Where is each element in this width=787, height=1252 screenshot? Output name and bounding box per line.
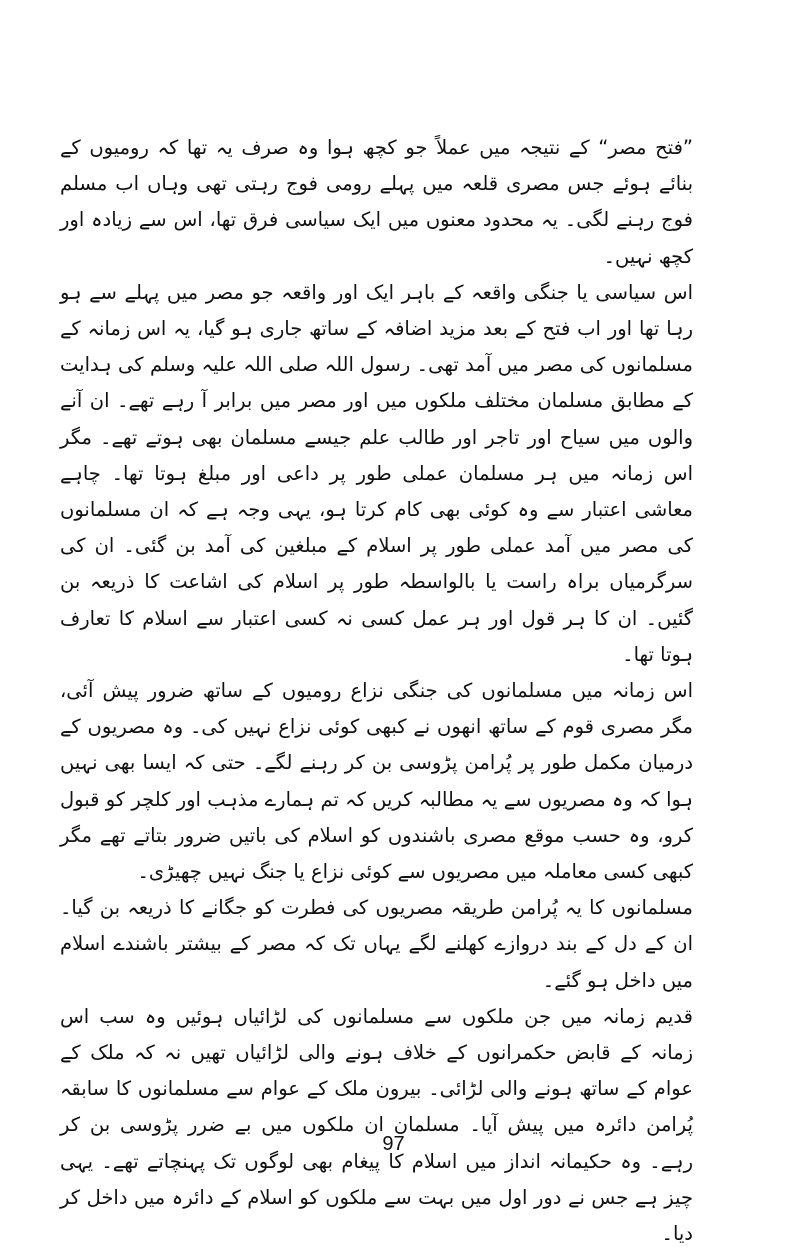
page-number: 97 <box>382 1133 405 1155</box>
paragraph: ”فتح مصر“ کے نتیجہ میں عملاً جو کچھ ہوا وہ صرف یہ تھا کہ رومیوں کے بنائے ہوئے جس مصری قلعہ میں پہلے رومی فوج رہتی تھی وہاں اب مسلم فوج رہنے لگی۔ یہ محدود معنوں میں ایک سیاسی فرق تھا، اس سے زیادہ اور کچھ نہیں۔ <box>60 136 693 268</box>
paragraph: اس سیاسی یا جنگی واقعہ کے باہر ایک اور واقعہ جو مصر میں پہلے سے ہو رہا تھا اور اب فتح کے بعد مزید اضافہ کے ساتھ جاری ہو گیا، یہ اس زمانہ کے مسلمانوں کی مصر میں آمد تھی۔ رسول اللہ صلی اللہ علیہ وسلم کی ہدایت کے مطابق مسلمان مختلف ملکوں میں اور مصر میں برابر آ رہے تھے۔ ان آنے والوں میں سیاح اور تاجر اور طالب علم جیسے مسلمان بھی ہوتے تھے۔ مگر اس زمانہ میں ہر مسلمان عملی طور پر داعی اور مبلغ ہوتا تھا۔ چاہے معاشی اعتبار سے وہ کوئی بھی کام کرتا ہو، یہی وجہ ہے کہ ان مسلمانوں کی مصر میں آمد عملی طور پر اسلام کے مبلغین کی آمد بن گئی۔ ان کی سرگرمیاں براہ راست یا بالواسطہ طور پر اسلام کی اشاعت کا ذریعہ بن گئیں۔ ان کا ہر قول اور ہر عمل کسی نہ کسی اعتبار سے اسلام کا تعارف ہوتا تھا۔ <box>60 280 693 666</box>
paragraph: قدیم زمانہ میں جن ملکوں سے مسلمانوں کی لڑائیاں ہوئیں وہ سب اس زمانہ کے قابض حکمرانوں کے خلاف ہونے والی لڑائیاں تھیں نہ کہ ملک کے عوام کے ساتھ ہونے والی لڑائی۔ بیرون ملک کے عوام سے مسلمانوں کا سابقہ پُرامن دائرہ میں پیش آیا۔ مسلمان ان ملکوں میں بے ضرر پڑوسی بن کر رہے۔ وہ حکیمانہ انداز میں اسلام کا پیغام بھی لوگوں تک پہنچاتے تھے۔ یہی چیز ہے جس نے دور اول میں بہت سے ملکوں کو اسلام کے دائرہ میں داخل کر دیا۔ <box>60 1004 693 1246</box>
paragraph: اس زمانہ میں مسلمانوں کی جنگی نزاع رومیوں کے ساتھ ضرور پیش آئی، مگر مصری قوم کے ساتھ انھوں نے کبھی کوئی نزاع نہیں کی۔ وہ مصریوں کے درمیان مکمل طور پر پُرامن پڑوسی بن کر رہنے لگے۔ حتی کہ ایسا بھی نہیں ہوا کہ وہ مصریوں سے یہ مطالبہ کریں کہ تم ہمارے مذہب اور کلچر کو قبول کرو، وہ حسب موقع مصری باشندوں کو اسلام کی باتیں ضرور بتاتے تھے مگر کبھی کسی معاملہ میں مصریوں سے کوئی نزاع یا جنگ نہیں چھیڑی۔ <box>60 679 693 884</box>
paragraph: مسلمانوں کا یہ پُرامن طریقہ مصریوں کی فطرت کو جگانے کا ذریعہ بن گیا۔ ان کے دل کے بند دروازے کھلنے لگے یہاں تک کہ مصر کے بیشتر باشندے اسلام میں داخل ہو گئے۔ <box>60 896 693 992</box>
page-body-text <box>60 130 735 1252</box>
